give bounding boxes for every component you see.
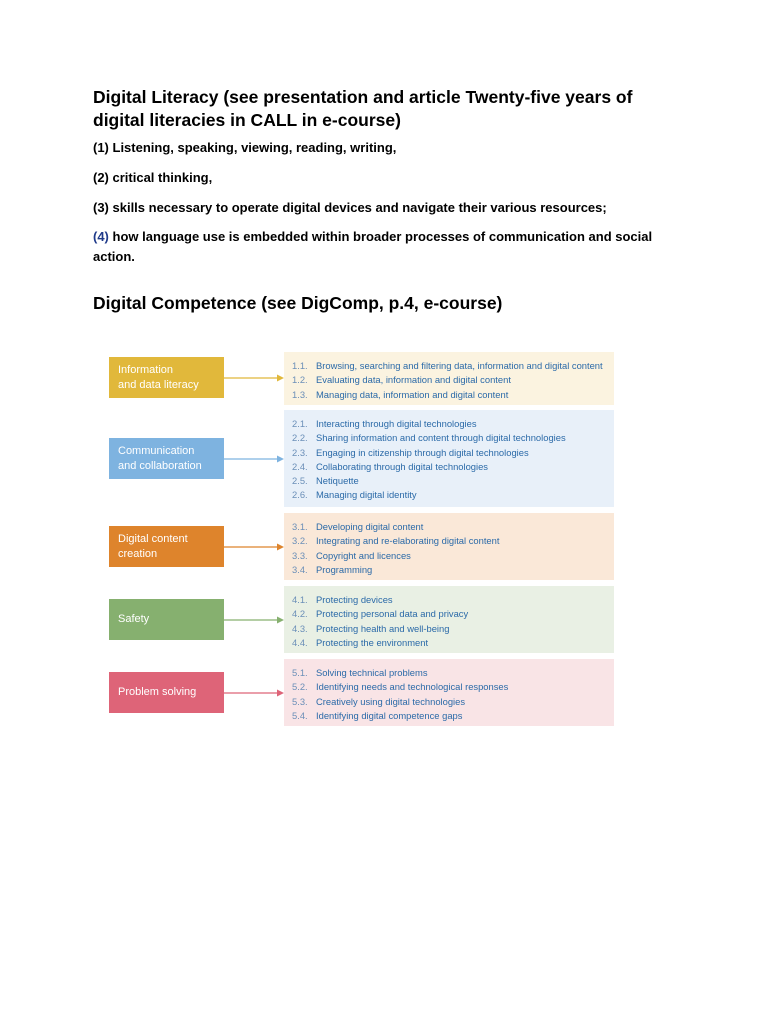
competence-list <box>284 659 614 726</box>
area-label: Problem solving <box>109 672 224 713</box>
competence-item <box>292 520 614 534</box>
competence-list <box>284 352 614 405</box>
competence-number: 2.3. <box>292 446 308 458</box>
competence-text: Protecting the environment <box>316 636 429 648</box>
area-label: Digital content creation <box>109 526 224 567</box>
competence-item <box>292 417 614 431</box>
competence-item <box>292 622 614 636</box>
competence-text: Collaborating through digital technologies <box>316 460 488 472</box>
competence-number: 5.1. <box>292 667 308 678</box>
competence-item <box>292 460 614 474</box>
competence-list <box>284 410 614 507</box>
competence-item <box>292 607 614 621</box>
competence-number: 5.4. <box>292 709 308 721</box>
competence-text: Sharing information and content through digital technologies <box>316 432 566 444</box>
area-label: Safety <box>109 599 224 640</box>
competence-text: Protecting personal data and privacy <box>316 608 469 620</box>
item-text: Listening, speaking, viewing, reading, writing, <box>108 140 397 155</box>
competence-item <box>292 636 614 650</box>
digital-literacy-heading: Digital Literacy (see presentation and article Twenty-five years of digital literacies in CALL in e-course) <box>93 87 633 130</box>
competence-item <box>292 446 614 460</box>
competence-item <box>292 534 614 548</box>
competence-text: Solving technical problems <box>316 667 428 678</box>
competence-number: 3.3. <box>292 549 308 561</box>
competence-text: Identifying needs and technological responses <box>316 681 509 693</box>
area-label: Information and data literacy <box>109 357 224 398</box>
arrow-icon <box>224 542 284 552</box>
competence-item <box>292 666 614 680</box>
list-item <box>93 198 663 218</box>
competence-number: 2.1. <box>292 418 308 429</box>
competence-number: 2.5. <box>292 475 308 487</box>
competence-text: Programming <box>316 563 373 575</box>
competence-item <box>292 488 614 502</box>
competence-text: Copyright and licences <box>316 549 411 561</box>
competence-number: 1.2. <box>292 374 308 386</box>
item-number: (4) <box>93 229 109 244</box>
arrow-icon <box>224 688 284 698</box>
competence-text: Developing digital content <box>316 521 424 532</box>
competence-text: Protecting health and well-being <box>316 622 450 634</box>
list-item <box>93 168 663 188</box>
competence-list <box>284 513 614 580</box>
competence-text: Creatively using digital technologies <box>316 695 466 707</box>
competence-number: 2.2. <box>292 432 308 444</box>
competence-text: Netiquette <box>316 475 359 487</box>
item-number: (1) <box>93 140 109 155</box>
competence-number: 4.4. <box>292 636 308 648</box>
arrow-icon <box>224 454 284 464</box>
competence-number: 3.4. <box>292 563 308 575</box>
area-label: Communication and collaboration <box>109 438 224 479</box>
item-text: critical thinking, <box>108 170 213 185</box>
competence-item <box>292 709 614 723</box>
competence-text: Evaluating data, information and digital content <box>316 374 511 386</box>
competence-item <box>292 388 614 402</box>
list-item <box>93 138 663 158</box>
competence-number: 5.3. <box>292 695 308 707</box>
competence-text: Managing data, information and digital content <box>316 388 509 400</box>
competence-number: 3.1. <box>292 521 308 532</box>
competence-number: 5.2. <box>292 681 308 693</box>
competence-item <box>292 373 614 387</box>
competence-text: Identifying digital competence gaps <box>316 709 463 721</box>
competence-number: 1.3. <box>292 388 308 400</box>
competence-number: 3.2. <box>292 535 308 547</box>
competence-text: Managing digital identity <box>316 489 417 501</box>
item-text: how language use is embedded within broader processes of communication and social action. <box>93 229 653 264</box>
digital-competence-heading: Digital Competence (see DigComp, p.4, e-course) <box>93 293 503 313</box>
competence-text: Interacting through digital technologies <box>316 418 477 429</box>
competence-item <box>292 549 614 563</box>
competence-number: 1.1. <box>292 360 308 371</box>
competence-item <box>292 593 614 607</box>
competence-text: Integrating and re-elaborating digital content <box>316 535 500 547</box>
competence-text: Browsing, searching and filtering data, information and digital content <box>316 360 603 371</box>
competence-number: 2.6. <box>292 489 308 501</box>
competence-item <box>292 359 614 373</box>
competence-text: Engaging in citizenship through digital technologies <box>316 446 529 458</box>
competence-item <box>292 680 614 694</box>
competence-item <box>292 431 614 445</box>
digcomp-diagram <box>109 352 615 730</box>
competence-list <box>284 586 614 653</box>
competence-number: 4.1. <box>292 594 308 605</box>
arrow-icon <box>224 373 284 383</box>
competence-text: Protecting devices <box>316 594 393 605</box>
competence-item <box>292 474 614 488</box>
arrow-icon <box>224 615 284 625</box>
item-number: (2) <box>93 170 109 185</box>
competence-number: 4.3. <box>292 622 308 634</box>
competence-item <box>292 695 614 709</box>
item-number: (3) <box>93 200 109 215</box>
competence-number: 2.4. <box>292 460 308 472</box>
competence-item <box>292 563 614 577</box>
competence-number: 4.2. <box>292 608 308 620</box>
item-text: skills necessary to operate digital devices and navigate their various resources; <box>108 200 607 215</box>
list-item <box>93 227 663 267</box>
